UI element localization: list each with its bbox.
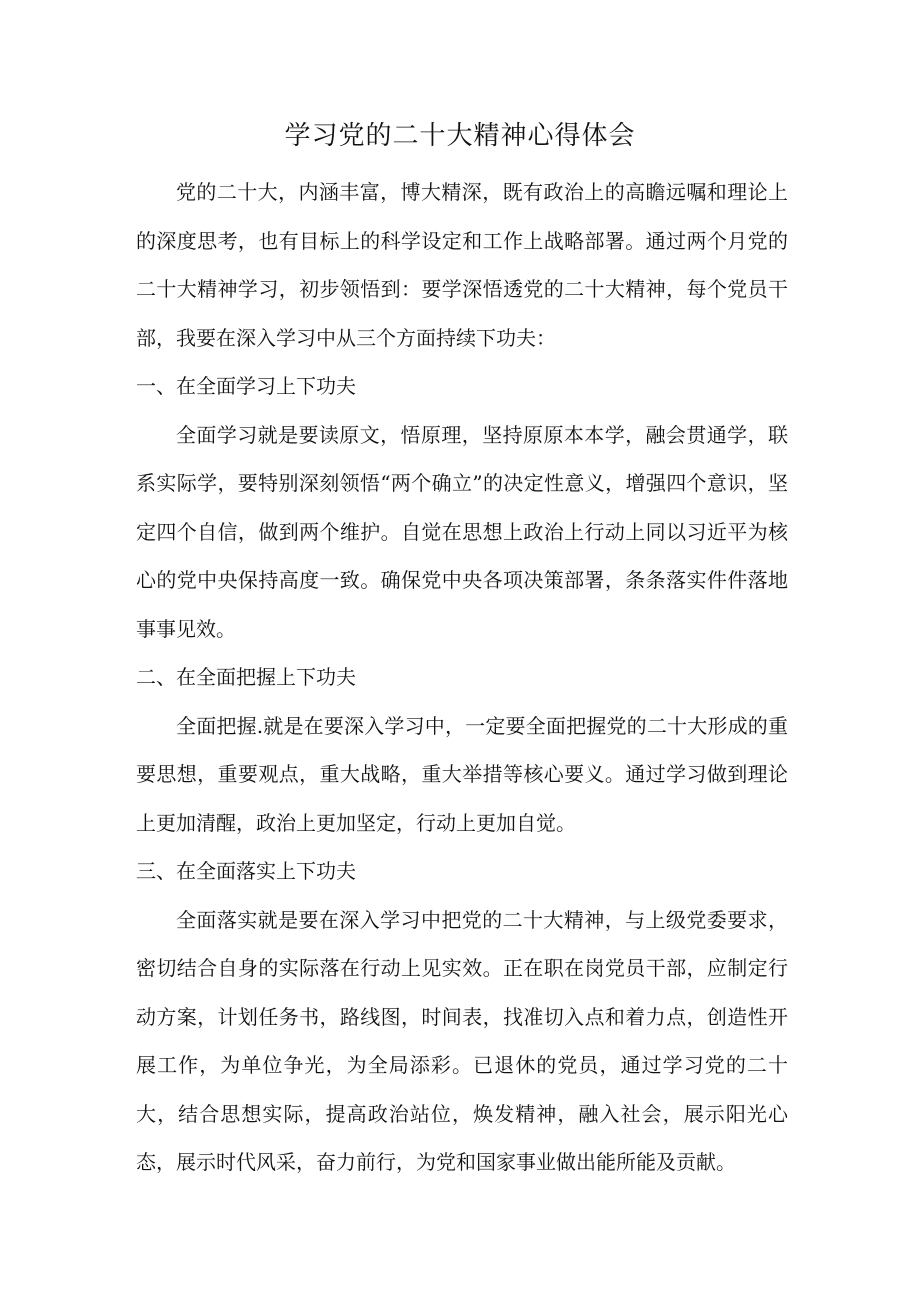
intro-paragraph: 党的二十大，内涵丰富，博大精深，既有政治上的高瞻远嘱和理论上的深度思考，也有目标上的科学设定和工作上战略部署。通过两个月党的二十大精神学习，初步领悟到：要学深悟透党的二十大精神，每个党员干部，我要在深入学习中从三个方面持续下功夫：	[136, 180, 788, 350]
section-heading-1: 一、在全面学习上下功夫	[136, 374, 356, 398]
section-body-2: 全面把握.就是在要深入学习中，一定要全面把握党的二十大形成的重要思想，重要观点，重大战略，重大举措等核心要义。通过学习做到理论上更加清醒，政治上更加坚定，行动上更加自觉。	[136, 713, 788, 835]
document-title: 学习党的二十大精神心得体会	[284, 121, 636, 151]
section-body-1: 全面学习就是要读原文，悟原理，坚持原原本本学，融会贯通学，联系实际学，要特别深刻领悟“两个确立”的决定性意义，增强四个意识，坚定四个自信，做到两个维护。自觉在思想上政治上行动上同以习近平为核心的党中央保持高度一致。确保党中央各项决策部署，条条落实件件落地事事见效。	[136, 422, 788, 641]
section-heading-3: 三、在全面落实上下功夫	[136, 859, 356, 883]
document-body	[136, 168, 788, 1187]
section-heading-2: 二、在全面把握上下功夫	[136, 665, 356, 689]
section-body-3: 全面落实就是要在深入学习中把党的二十大精神，与上级党委要求，密切结合自身的实际落在行动上见实效。正在职在岗党员干部，应制定行动方案，计划任务书，路线图，时间表，找准切入点和着力点，创造性开展工作，为单位争光，为全局添彩。已退休的党员，通过学习党的二十大，结合思想实际，提高政治站位，焕发精神，融入社会，展示阳光心态，展示时代风采，奋力前行，为党和国家事业做出能所能及贡献。	[136, 907, 788, 1174]
